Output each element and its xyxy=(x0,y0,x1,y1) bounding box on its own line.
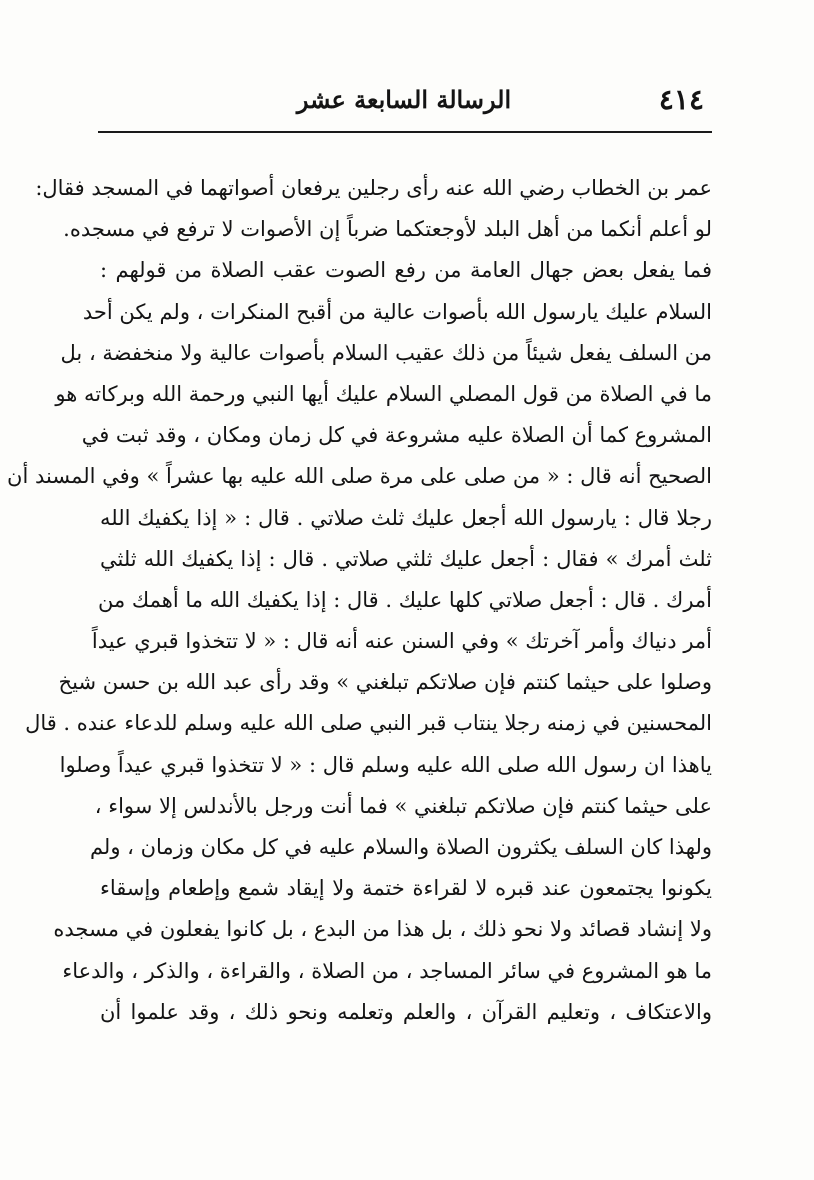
text-line: لو أعلم أنكما من أهل البلد لأوجعتكما ضرباً إن الأصوات لا ترفع في مسجده. xyxy=(63,217,712,242)
text-line: ولا إنشاد قصائد ولا نحو ذلك ، بل هذا من البدع ، بل كانوا يفعلون في مسجده xyxy=(53,917,712,942)
text-line: ياهذا ان رسول الله صلى الله عليه وسلم قال : « لا تتخذوا قبري عيداً وصلوا xyxy=(59,752,712,777)
text-line: عمر بن الخطاب رضي الله عنه رأى رجلين يرفعان أصواتهما في المسجد فقال: xyxy=(35,176,712,200)
body-text xyxy=(7,168,712,1033)
text-line: أمرك . قال : أجعل صلاتي كلها عليك . قال : إذا يكفيك الله ما أهمك من xyxy=(98,587,712,612)
header-rule xyxy=(98,131,712,133)
text-line: يكونوا يجتمعون عند قبره لا لقراءة ختمة ولا إيقاد شمع وإطعام وإسقاء xyxy=(100,876,712,901)
text-line: من السلف يفعل شيئاً من ذلك عقيب السلام بأصوات عالية ولا منخفضة ، بل xyxy=(60,340,712,365)
text-line: وصلوا على حيثما كنتم فإن صلاتكم تبلغني » وقد رأى عبد الله بن حسن شيخ xyxy=(58,670,712,695)
text-line: ما هو المشروع في سائر المساجد ، من الصلاة ، والقراءة ، والذكر ، والدعاء xyxy=(62,958,712,983)
page-header xyxy=(98,78,710,122)
text-line: رجلا قال : يارسول الله أجعل عليك ثلث صلاتي . قال : « إذا يكفيك الله xyxy=(100,505,712,530)
text-line: السلام عليك يارسول الله بأصوات عالية من أقبح المنكرات ، ولم يكن أحد xyxy=(82,299,712,324)
page-number: ٤١٤ xyxy=(658,83,704,116)
text-line: ولهذا كان السلف يكثرون الصلاة والسلام عليه في كل مكان وزمان ، ولم xyxy=(89,835,712,859)
text-line: المشروع كما أن الصلاة عليه مشروعة في كل زمان ومكان ، وقد ثبت في xyxy=(81,423,712,448)
text-line: فما يفعل بعض جهال العامة من رفع الصوت عقب الصلاة من قولهم : xyxy=(100,258,712,283)
text-line: المحسنين في زمنه رجلا ينتاب قبر النبي صلى الله عليه وسلم للدعاء عنده . قال xyxy=(25,711,712,736)
text-line: أمر دنياك وأمر آخرتك » وفي السنن عنه أنه قال : « لا تتخذوا قبري عيداً xyxy=(91,629,712,654)
running-title: الرسالة السابعة عشر xyxy=(296,85,512,114)
text-line: ما في الصلاة من قول المصلي السلام عليك أيها النبي ورحمة الله وبركاته هو xyxy=(55,381,712,406)
text-line: على حيثما كنتم فإن صلاتكم تبلغني » فما أنت ورجل بالأندلس إلا سواء ، xyxy=(94,793,712,818)
text-line: ثلث أمرك » فقال : أجعل عليك ثلثي صلاتي . قال : إذا يكفيك الله ثلثي xyxy=(100,546,712,571)
text-line: والاعتكاف ، وتعليم القرآن ، والعلم وتعلمه ونحو ذلك ، وقد علموا أن xyxy=(100,999,712,1024)
text-line: الصحيح أنه قال : « من صلى على مرة صلى الله عليه بها عشراً » وفي المسند أن xyxy=(7,464,712,489)
